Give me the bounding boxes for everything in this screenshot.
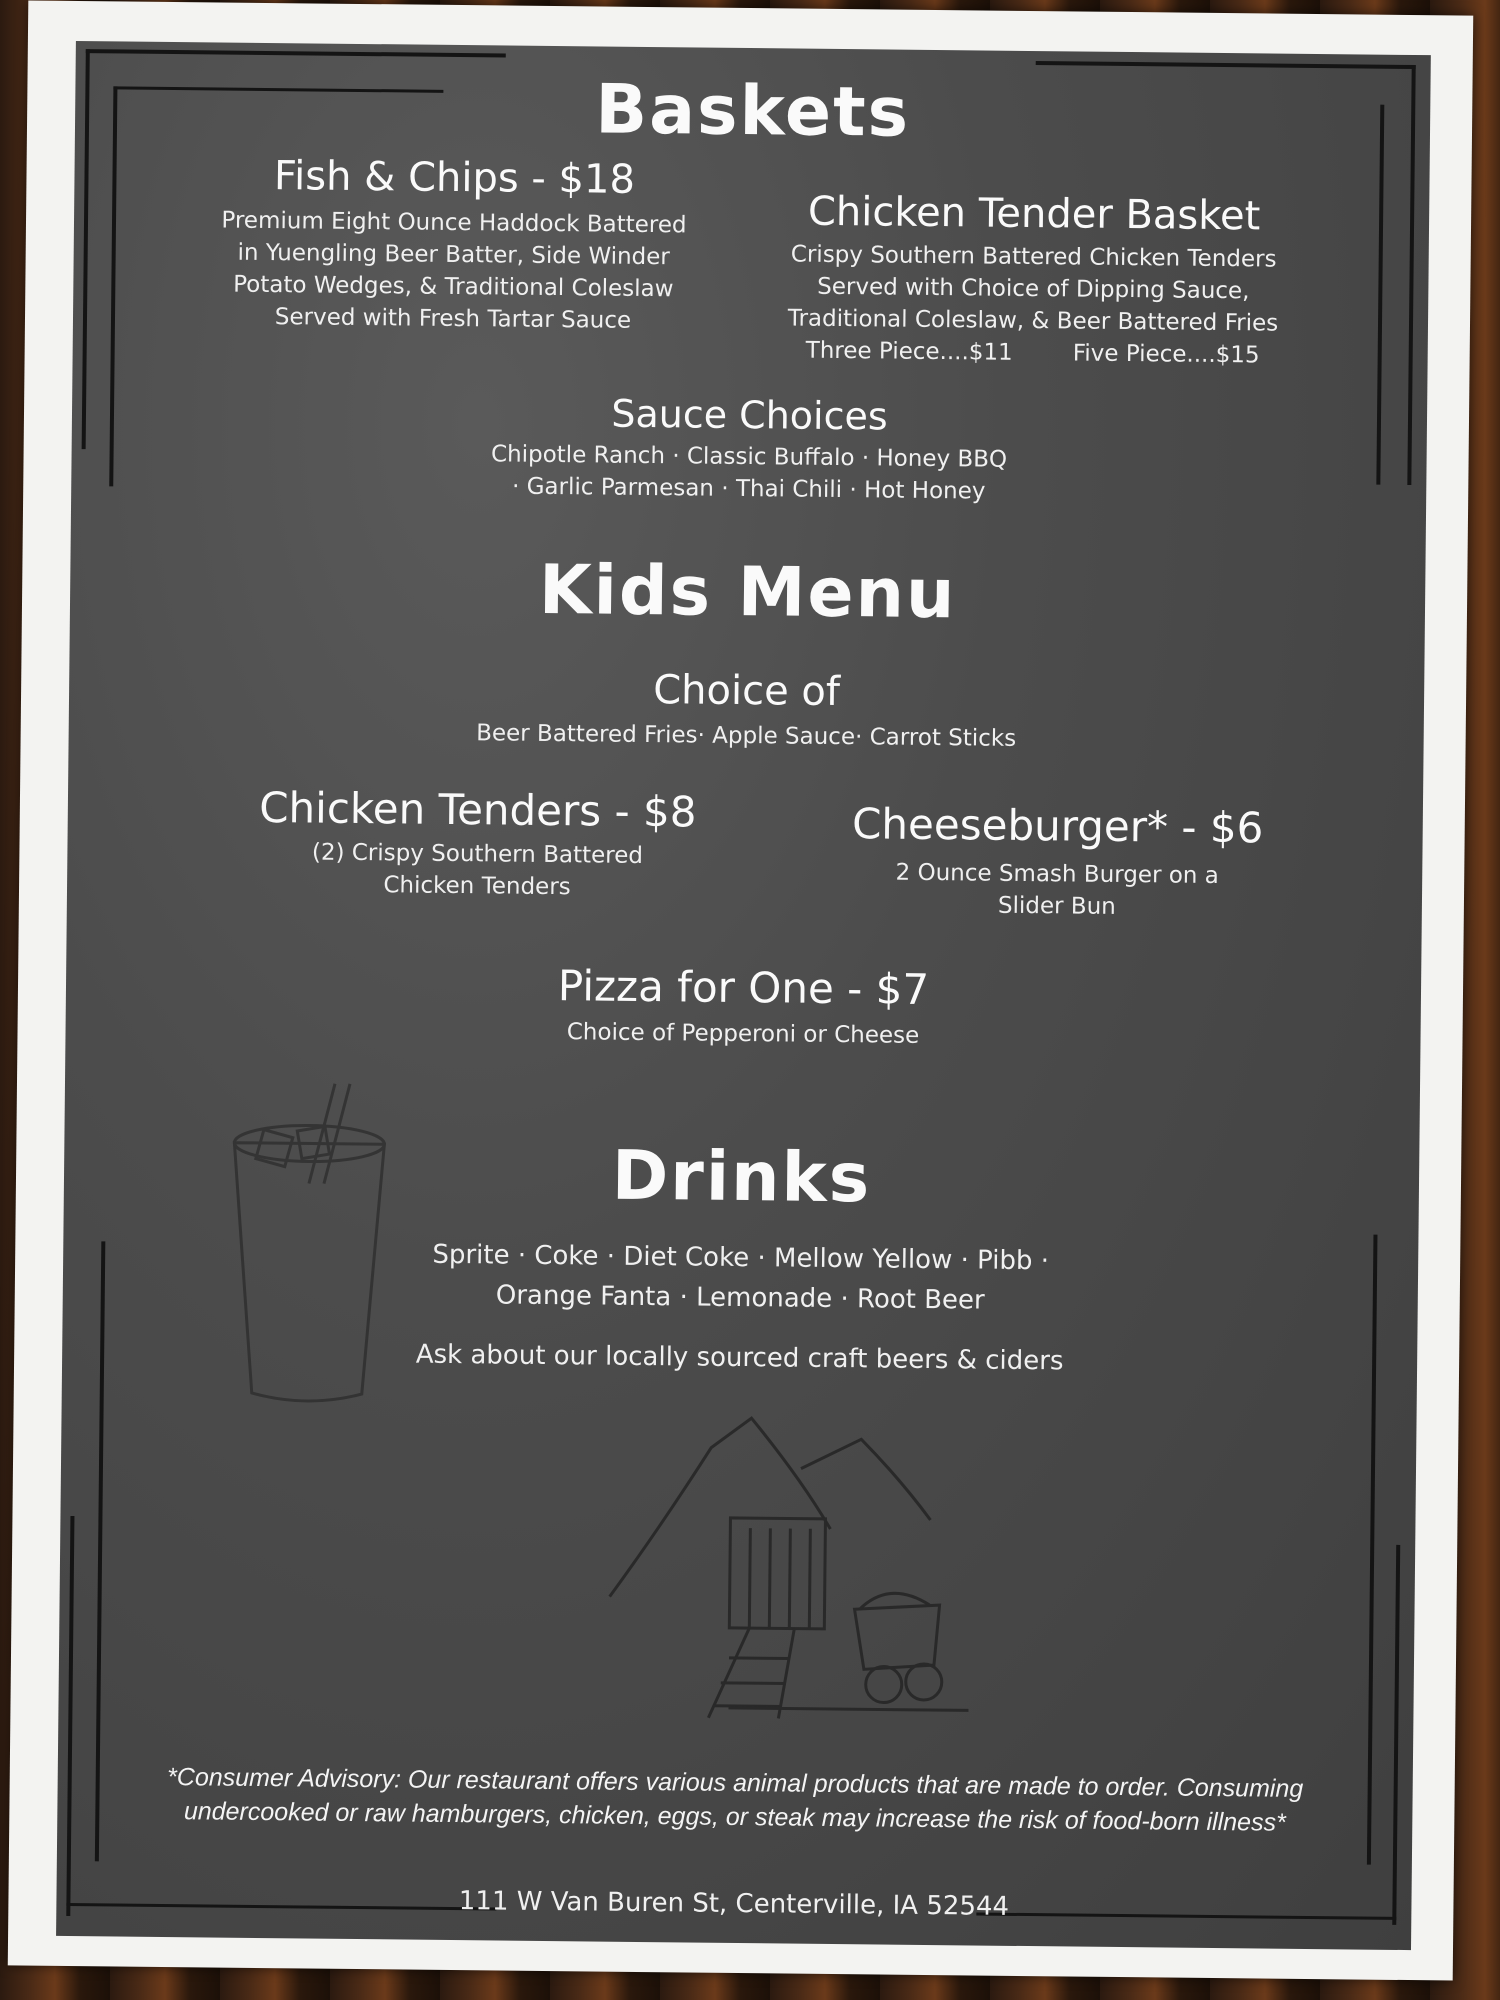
kids-choice-title: Choice of xyxy=(653,667,841,716)
frame-bottom-left-v xyxy=(66,1516,74,1916)
kids-pizza-title: Pizza for One - $7 xyxy=(557,961,930,1014)
drinks-line-1: Sprite · Coke · Diet Coke · Mellow Yellow · Pibb · xyxy=(432,1239,1050,1277)
consumer-advisory xyxy=(57,1759,1413,1841)
kids-chicken-tenders-item xyxy=(217,783,738,905)
kids-menu-heading: Kids Menu xyxy=(538,550,957,635)
frame-top-right xyxy=(1036,61,1416,69)
fish-desc-line: in Yuengling Beer Batter, Side Winder xyxy=(237,239,670,271)
kids-tenders-line-2: Chicken Tenders xyxy=(383,872,571,901)
advisory-line-2: undercooked or raw hamburgers, chicken, eggs, or steak may increase the risk of food-born illness* xyxy=(183,1797,1286,1837)
restaurant-address: 111 W Van Buren St, Centerville, IA 52544 xyxy=(458,1886,1010,1922)
fish-and-chips-title: Fish & Chips - $18 xyxy=(273,153,636,203)
baskets-heading: Baskets xyxy=(594,70,911,153)
kids-cheeseburger-title: Cheeseburger* - $6 xyxy=(851,799,1264,853)
kids-chicken-tenders-title: Chicken Tenders - $8 xyxy=(258,782,697,837)
drinks-list xyxy=(62,1231,1418,1385)
chalkboard-panel xyxy=(56,41,1431,1950)
five-piece-price: Five Piece....$15 xyxy=(1072,340,1260,369)
mine-cart-mountain-sketch-icon xyxy=(598,1407,981,1731)
drinks-craft-note: Ask about our locally sourced craft beers & ciders xyxy=(415,1339,1064,1377)
fish-and-chips-description xyxy=(203,204,704,337)
kids-choice-section xyxy=(69,661,1425,759)
sauce-line-1: Chipotle Ranch · Classic Buffalo · Honey BBQ xyxy=(490,441,1008,473)
fish-desc-line: Served with Fresh Tartar Sauce xyxy=(274,304,632,334)
kids-cheeseburger-item xyxy=(797,799,1318,925)
fish-desc-line: Potato Wedges, & Traditional Coleslaw xyxy=(233,271,674,303)
chicken-tender-basket-description xyxy=(753,238,1314,340)
kids-burger-line-2: Slider Bun xyxy=(997,892,1116,920)
fish-and-chips-item xyxy=(203,152,705,337)
kids-pizza-line: Choice of Pepperoni or Cheese xyxy=(566,1019,920,1049)
sauce-choices-section xyxy=(71,386,1427,512)
fish-desc-line: Premium Eight Ounce Haddock Battered xyxy=(221,207,687,239)
sauce-choices-title: Sauce Choices xyxy=(611,391,888,439)
menu-paper xyxy=(8,0,1473,1980)
frame-bottom-right-v xyxy=(1392,1545,1400,1925)
chicken-desc-line: Traditional Coleslaw, & Beer Battered Fries xyxy=(787,305,1279,337)
kids-pizza-item xyxy=(65,956,1421,1057)
chicken-tender-basket-title: Chicken Tender Basket xyxy=(807,188,1261,240)
advisory-line-1: *Consumer Advisory: Our restaurant offers various animal products that are made to order. Consuming xyxy=(166,1763,1304,1803)
kids-choice-line: Beer Battered Fries· Apple Sauce· Carrot Sticks xyxy=(476,720,1017,752)
drinks-line-2: Orange Fanta · Lemonade · Root Beer xyxy=(495,1280,985,1316)
chicken-desc-line: Served with Choice of Dipping Sauce, xyxy=(817,273,1250,305)
chicken-desc-line: Crispy Southern Battered Chicken Tenders xyxy=(790,241,1277,273)
chicken-tender-basket-item xyxy=(753,188,1315,372)
sauce-line-2: · Garlic Parmesan · Thai Chili · Hot Honey xyxy=(511,473,986,505)
kids-burger-line-1: 2 Ounce Smash Burger on a xyxy=(895,859,1219,890)
frame-top-left xyxy=(86,49,506,57)
chicken-piece-prices xyxy=(753,334,1313,372)
kids-tenders-line-1: (2) Crispy Southern Battered xyxy=(311,839,644,869)
drinks-heading: Drinks xyxy=(611,1136,872,1219)
three-piece-price: Three Piece....$11 xyxy=(805,337,1013,366)
